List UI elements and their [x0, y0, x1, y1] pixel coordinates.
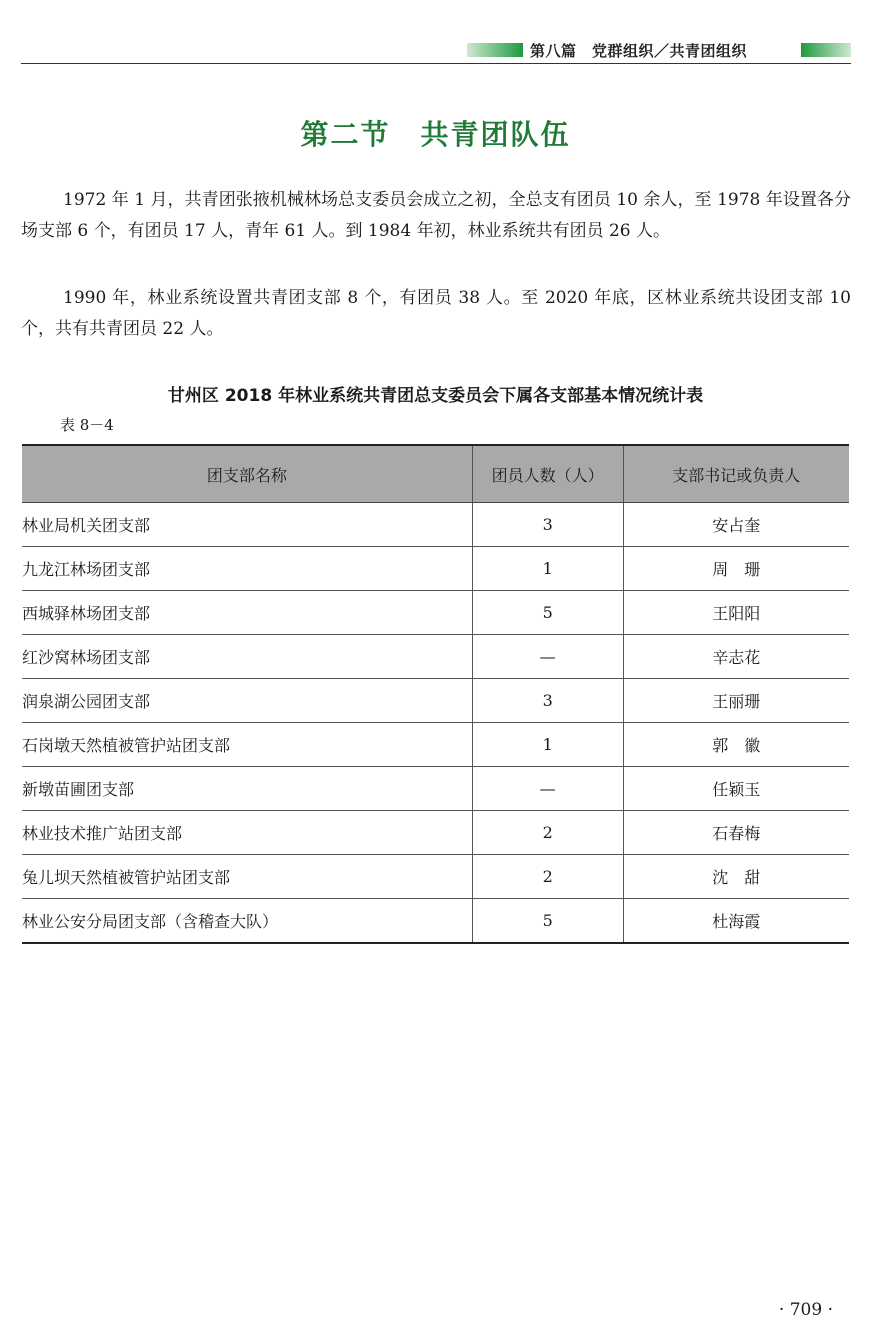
header-secretary: 支部书记或负责人: [623, 445, 849, 503]
secretary-cell: 安占奎: [623, 503, 849, 547]
secretary-cell: 王丽珊: [623, 679, 849, 723]
secretary-cell: 任颖玉: [623, 767, 849, 811]
page-number: · 709 ·: [778, 1300, 833, 1320]
header-branch-name: 团支部名称: [22, 445, 472, 503]
branch-statistics-table: [22, 444, 849, 944]
member-count-cell: 3: [472, 503, 623, 547]
table-row: [22, 679, 849, 723]
secretary-cell: 郭 徽: [623, 723, 849, 767]
member-count-cell: 1: [472, 547, 623, 591]
table-row: [22, 635, 849, 679]
secretary-cell: 石春梅: [623, 811, 849, 855]
body-paragraph-2: 1990 年，林业系统设置共青团支部 8 个，有团员 38 人。至 2020 年底，区林业系统共设团支部 10 个，共有共青团员 22 人。: [21, 288, 851, 339]
branch-name-cell: 林业技术推广站团支部: [22, 811, 472, 855]
branch-name-cell: 石岗墩天然植被管护站团支部: [22, 723, 472, 767]
member-count-cell: 5: [472, 591, 623, 635]
table-row: [22, 723, 849, 767]
member-count-cell: 2: [472, 811, 623, 855]
running-header: [21, 39, 851, 64]
table-header-row: [22, 445, 849, 503]
header-accent-bar-right: [801, 43, 851, 57]
branch-name-cell: 西城驿林场团支部: [22, 591, 472, 635]
branch-name-cell: 林业公安分局团支部（含稽查大队）: [22, 899, 472, 944]
table-row: [22, 899, 849, 944]
member-count-cell: 1: [472, 723, 623, 767]
secretary-cell: 辛志花: [623, 635, 849, 679]
section-title: 第二节 共青团队伍: [300, 118, 571, 151]
member-count-cell: —: [472, 635, 623, 679]
header-member-count: 团员人数（人）: [472, 445, 623, 503]
member-count-cell: —: [472, 767, 623, 811]
table-row: [22, 855, 849, 899]
member-count-cell: 2: [472, 855, 623, 899]
running-title: 第八篇 党群组织／共青团组织: [530, 42, 748, 60]
branch-name-cell: 林业局机关团支部: [22, 503, 472, 547]
branch-name-cell: 红沙窝林场团支部: [22, 635, 472, 679]
secretary-cell: 沈 甜: [623, 855, 849, 899]
table-row: [22, 591, 849, 635]
table-label: 表 8－4: [60, 416, 114, 434]
branch-name-cell: 润泉湖公园团支部: [22, 679, 472, 723]
table-row: [22, 547, 849, 591]
member-count-cell: 5: [472, 899, 623, 944]
table-row: [22, 811, 849, 855]
secretary-cell: 王阳阳: [623, 591, 849, 635]
branch-name-cell: 九龙江林场团支部: [22, 547, 472, 591]
secretary-cell: 周 珊: [623, 547, 849, 591]
branch-name-cell: 兔儿坝天然植被管护站团支部: [22, 855, 472, 899]
body-paragraph-1: 1972 年 1 月，共青团张掖机械林场总支委员会成立之初，全总支有团员 10 余人，至 1978 年设置各分场支部 6 个，有团员 17 人，青年 61 人。到 1984 年初，林业系统共有团员 26 人。: [21, 190, 851, 241]
table-row: [22, 767, 849, 811]
branch-name-cell: 新墩苗圃团支部: [22, 767, 472, 811]
table-row: [22, 503, 849, 547]
header-accent-bar-left: [467, 43, 523, 57]
secretary-cell: 杜海霞: [623, 899, 849, 944]
table-title: 甘州区 2018 年林业系统共青团总支委员会下属各支部基本情况统计表: [167, 386, 704, 406]
member-count-cell: 3: [472, 679, 623, 723]
